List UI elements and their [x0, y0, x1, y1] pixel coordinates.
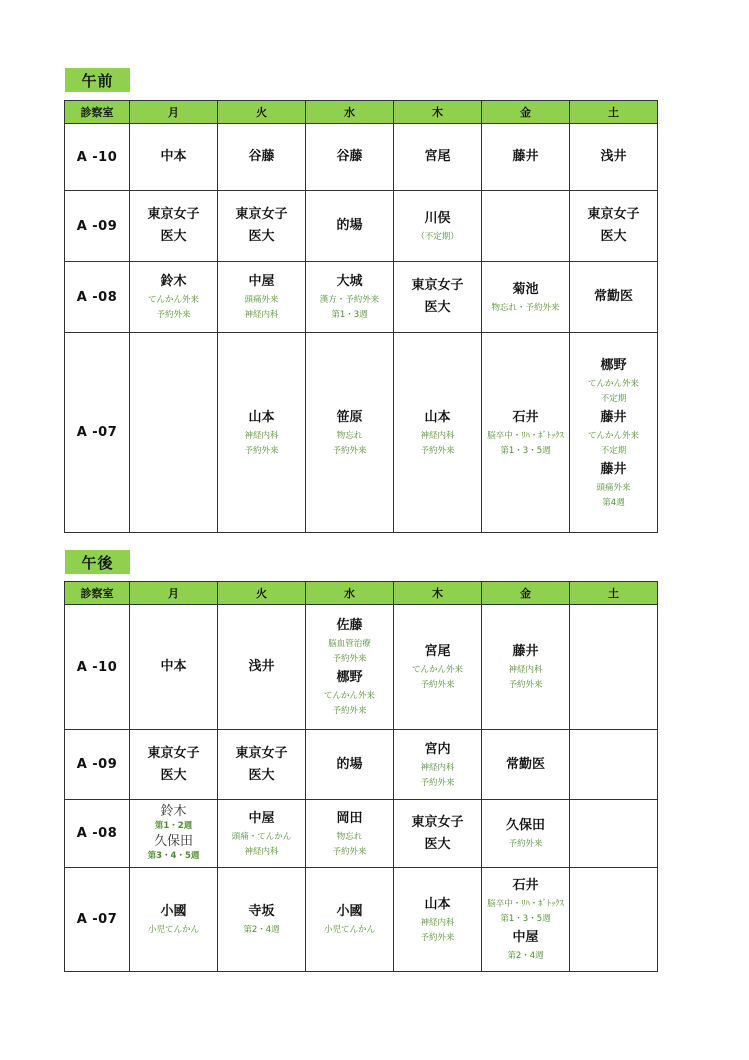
doctor-entry: [570, 407, 657, 459]
doctor-entry: [482, 815, 569, 852]
doctor-entry: [130, 146, 217, 168]
doctor-entry: [394, 641, 481, 693]
morning-schedule-table: [64, 100, 658, 533]
room-label: A -07: [65, 333, 130, 533]
schedule-cell-sat: [570, 124, 658, 191]
schedule-cell-wed: [306, 124, 394, 191]
schedule-cell-sat: [570, 333, 658, 533]
doctor-entry: [394, 739, 481, 791]
schedule-cell-thu: [394, 191, 482, 262]
doctor-entry: [482, 279, 569, 316]
doctor-name: 東京女子: [235, 207, 288, 222]
clinic-note: 予約外来: [508, 839, 543, 849]
schedule-cell-mon: [130, 868, 218, 972]
header-fri: 金: [482, 101, 570, 124]
doctor-name: 佐藤: [336, 618, 363, 633]
doctor-name: 中屋: [248, 274, 275, 289]
schedule-cell-thu: [394, 800, 482, 868]
doctor-entry: [218, 765, 305, 787]
clinic-note: 神経内科: [420, 430, 455, 441]
doctor-entry: [394, 208, 481, 245]
table-row: [65, 605, 658, 730]
header-sat: 土: [570, 582, 658, 605]
schedule-cell-sat: [570, 262, 658, 333]
doctor-name: 谷藤: [336, 149, 363, 164]
doctor-entry: [570, 286, 657, 308]
doctor-name: 久保田: [505, 818, 545, 833]
doctor-entry: [130, 804, 217, 834]
schedule-cell-mon: [130, 730, 218, 800]
doctor-entry: [394, 894, 481, 946]
header-wed: 水: [306, 582, 394, 605]
doctor-name: 鈴木: [160, 803, 187, 819]
clinic-note: 神経内科: [244, 310, 279, 320]
doctor-entry: [130, 226, 217, 248]
room-label: A -09: [65, 191, 130, 262]
schedule-cell-sat: [570, 730, 658, 800]
clinic-note: 予約外来: [420, 777, 455, 788]
doctor-name: 谷藤: [248, 149, 275, 164]
doctor-entry: [394, 812, 481, 834]
doctor-entry: [218, 271, 305, 323]
doctor-entry: [394, 275, 481, 297]
clinic-note: 神経内科: [244, 846, 279, 857]
clinic-note: 神経内科: [420, 762, 455, 773]
table-row: [65, 262, 658, 333]
doctor-entry: [482, 754, 569, 776]
doctor-name: 的場: [336, 218, 363, 233]
clinic-note: 物忘れ・予約外来: [491, 302, 560, 313]
clinic-note: 第3・4・5週: [147, 850, 200, 861]
clinic-note: 第1・3週: [331, 310, 368, 320]
clinic-note: 脳卒中・ﾘﾊ・ﾎﾞﾄｯｸｽ: [487, 430, 564, 441]
doctor-entry: [306, 215, 393, 237]
doctor-entry: [218, 226, 305, 248]
doctor-name: 東京女子: [411, 814, 464, 830]
clinic-note: 小児てんかん: [147, 925, 199, 935]
clinic-note: 予約外来: [420, 932, 455, 943]
doctor-entry: [218, 743, 305, 765]
doctor-entry: [130, 765, 217, 787]
doctor-name: 浅井: [600, 149, 627, 164]
clinic-note: 神経内科: [420, 917, 455, 928]
doctor-entry: [218, 656, 305, 678]
schedule-cell-mon: [130, 262, 218, 333]
header-sat: 土: [570, 101, 658, 124]
schedule-cell-mon: [130, 333, 218, 533]
doctor-name: 藤井: [600, 461, 627, 477]
doctor-name: 医大: [600, 229, 627, 244]
doctor-name: 寺坂: [248, 904, 275, 919]
schedule-cell-mon: [130, 605, 218, 730]
clinic-note: 物忘れ: [336, 831, 363, 842]
doctor-name: 宮尾: [424, 644, 451, 659]
doctor-name: 久保田: [153, 833, 193, 849]
clinic-note: 予約外来: [508, 680, 543, 690]
table-header-row: [65, 582, 658, 605]
clinic-note: 漢方・予約外来: [319, 295, 380, 305]
doctor-name: 梛野: [336, 670, 363, 685]
table-row: [65, 730, 658, 800]
doctor-entry: [218, 808, 305, 860]
doctor-entry: [394, 146, 481, 168]
doctor-name: 岡田: [336, 810, 363, 826]
doctor-entry: [482, 146, 569, 168]
clinic-note: 第4週: [602, 497, 625, 508]
clinic-note: 神経内科: [508, 665, 543, 675]
doctor-name: 梛野: [600, 357, 627, 373]
doctor-entry: [570, 204, 657, 226]
table-row: [65, 333, 658, 533]
doctor-entry: [130, 271, 217, 323]
schedule-cell-thu: [394, 262, 482, 333]
clinic-note: てんかん外来: [587, 430, 639, 441]
doctor-entry: [218, 204, 305, 226]
header-room: 診察室: [65, 101, 130, 124]
table-row: [65, 868, 658, 972]
clinic-note: 頭痛外来: [596, 482, 631, 493]
doctor-entry: [130, 901, 217, 938]
schedule-cell-wed: [306, 605, 394, 730]
clinic-note: 予約外来: [332, 706, 367, 716]
doctor-name: 藤井: [512, 644, 539, 659]
clinic-note: 予約外来: [332, 445, 367, 456]
schedule-cell-fri: [482, 333, 570, 533]
doctor-entry: [306, 146, 393, 168]
schedule-cell-thu: [394, 333, 482, 533]
schedule-cell-fri: [482, 605, 570, 730]
doctor-name: 常勤医: [505, 756, 545, 772]
doctor-name: 山本: [424, 896, 451, 912]
doctor-name: 医大: [248, 767, 275, 783]
doctor-entry: [306, 754, 393, 776]
doctor-name: 東京女子: [147, 207, 200, 222]
clinic-note: 予約外来: [332, 654, 367, 664]
doctor-entry: [306, 667, 393, 719]
clinic-note: 脳卒中・ﾘﾊ・ﾎﾞﾄｯｸｽ: [487, 899, 564, 909]
doctor-name: 菊池: [512, 281, 539, 297]
doctor-entry: [394, 834, 481, 856]
schedule-cell-tue: [218, 868, 306, 972]
schedule-cell-mon: [130, 191, 218, 262]
schedule-cell-fri: [482, 868, 570, 972]
doctor-name: 小國: [160, 904, 187, 919]
morning-section-label: 午前: [65, 68, 130, 92]
schedule-cell-wed: [306, 800, 394, 868]
schedule-cell-fri: [482, 800, 570, 868]
room-label: A -07: [65, 868, 130, 972]
doctor-entry: [394, 297, 481, 319]
clinic-note: てんかん外来: [587, 378, 639, 389]
doctor-name: 東京女子: [411, 278, 464, 293]
doctor-name: 川俣: [424, 210, 451, 226]
schedule-cell-sat: [570, 605, 658, 730]
doctor-entry: [482, 875, 569, 927]
schedule-cell-wed: [306, 730, 394, 800]
doctor-name: 医大: [424, 836, 451, 852]
doctor-name: 山本: [248, 409, 275, 425]
clinic-note: 脳血管治療: [328, 639, 371, 649]
doctor-entry: [482, 407, 569, 459]
room-label: A -10: [65, 124, 130, 191]
doctor-name: 医大: [160, 229, 187, 244]
table-row: [65, 124, 658, 191]
schedule-cell-fri: [482, 124, 570, 191]
header-fri: 金: [482, 582, 570, 605]
clinic-note: 不定期: [600, 445, 627, 456]
doctor-entry: [570, 146, 657, 168]
room-label: A -08: [65, 262, 130, 333]
doctor-name: 山本: [424, 409, 451, 425]
clinic-note: 頭痛・てんかん: [231, 831, 292, 842]
header-mon: 月: [130, 582, 218, 605]
clinic-note: 不定期: [600, 393, 627, 404]
room-label: A -10: [65, 605, 130, 730]
clinic-note: 予約外来: [420, 680, 455, 690]
doctor-entry: [482, 927, 569, 964]
schedule-cell-sat: [570, 800, 658, 868]
doctor-name: 宮内: [424, 741, 451, 757]
doctor-entry: [130, 834, 217, 864]
doctor-name: 東京女子: [235, 745, 288, 761]
clinic-note: 予約外来: [244, 445, 279, 456]
clinic-note: てんかん外来: [147, 295, 199, 305]
schedule-cell-thu: [394, 730, 482, 800]
schedule-cell-wed: [306, 191, 394, 262]
doctor-entry: [218, 407, 305, 459]
doctor-name: 藤井: [512, 149, 539, 164]
schedule-cell-mon: [130, 124, 218, 191]
doctor-entry: [218, 901, 305, 938]
clinic-note: 小児てんかん: [323, 925, 375, 935]
header-wed: 水: [306, 101, 394, 124]
schedule-cell-wed: [306, 868, 394, 972]
doctor-name: 鈴木: [160, 274, 187, 289]
table-header-row: [65, 101, 658, 124]
doctor-name: 東京女子: [587, 207, 640, 222]
doctor-entry: [570, 355, 657, 407]
doctor-name: 大城: [336, 274, 363, 289]
schedule-cell-sat: [570, 868, 658, 972]
clinic-note: 予約外来: [420, 445, 455, 456]
clinic-note: 第1・3・5週: [500, 445, 551, 456]
clinic-note: 頭痛外来: [244, 295, 279, 305]
doctor-entry: [306, 808, 393, 860]
doctor-entry: [306, 901, 393, 938]
doctor-entry: [394, 407, 481, 459]
schedule-cell-fri: [482, 191, 570, 262]
doctor-name: 浅井: [248, 659, 275, 674]
doctor-name: 常勤医: [593, 289, 633, 304]
doctor-name: 中本: [160, 659, 187, 674]
clinic-note: 第2・4週: [243, 925, 280, 935]
header-thu: 木: [394, 101, 482, 124]
schedule-cell-tue: [218, 191, 306, 262]
schedule-cell-tue: [218, 730, 306, 800]
doctor-name: 医大: [424, 300, 451, 315]
schedule-cell-tue: [218, 124, 306, 191]
schedule-cell-tue: [218, 800, 306, 868]
doctor-name: 中本: [160, 149, 187, 164]
doctor-entry: [130, 743, 217, 765]
schedule-cell-thu: [394, 124, 482, 191]
doctor-name: 笹原: [336, 409, 363, 425]
doctor-entry: [218, 146, 305, 168]
doctor-name: 的場: [336, 756, 363, 772]
clinic-note: 予約外来: [156, 310, 191, 320]
header-tue: 火: [218, 101, 306, 124]
clinic-note: 予約外来: [332, 846, 367, 857]
header-tue: 火: [218, 582, 306, 605]
doctor-entry: [482, 641, 569, 693]
room-label: A -08: [65, 800, 130, 868]
clinic-note: （不定期）: [416, 231, 459, 242]
doctor-name: 医大: [160, 767, 187, 783]
doctor-name: 藤井: [600, 409, 627, 425]
schedule-cell-wed: [306, 262, 394, 333]
doctor-name: 石井: [512, 878, 539, 893]
doctor-name: 石井: [512, 409, 539, 425]
afternoon-section-label: 午後: [65, 550, 130, 574]
clinic-note: てんかん外来: [323, 691, 375, 701]
doctor-entry: [130, 204, 217, 226]
clinic-note: 第1・3・5週: [500, 914, 551, 924]
header-thu: 木: [394, 582, 482, 605]
schedule-cell-fri: [482, 730, 570, 800]
clinic-note: てんかん外来: [411, 665, 463, 675]
schedule-cell-sat: [570, 191, 658, 262]
doctor-name: 医大: [248, 229, 275, 244]
schedule-cell-fri: [482, 262, 570, 333]
doctor-entry: [570, 226, 657, 248]
schedule-cell-tue: [218, 333, 306, 533]
table-row: [65, 191, 658, 262]
doctor-name: 中屋: [512, 930, 539, 945]
doctor-name: 宮尾: [424, 149, 451, 164]
doctor-entry: [306, 407, 393, 459]
doctor-entry: [306, 271, 393, 323]
doctor-entry: [130, 656, 217, 678]
schedule-cell-tue: [218, 605, 306, 730]
schedule-cell-thu: [394, 868, 482, 972]
doctor-name: 東京女子: [147, 745, 200, 761]
table-row: [65, 800, 658, 868]
clinic-note: 物忘れ: [336, 430, 363, 441]
header-room: 診察室: [65, 582, 130, 605]
clinic-note: 第1・2週: [154, 820, 193, 831]
afternoon-schedule-table: [64, 581, 658, 972]
clinic-note: 神経内科: [244, 430, 279, 441]
schedule-cell-tue: [218, 262, 306, 333]
schedule-cell-mon: [130, 800, 218, 868]
doctor-entry: [570, 459, 657, 511]
schedule-cell-wed: [306, 333, 394, 533]
doctor-entry: [306, 615, 393, 667]
room-label: A -09: [65, 730, 130, 800]
doctor-name: 中屋: [248, 810, 275, 826]
doctor-name: 小國: [336, 904, 363, 919]
header-mon: 月: [130, 101, 218, 124]
clinic-note: 第2・4週: [507, 951, 544, 961]
schedule-cell-thu: [394, 605, 482, 730]
